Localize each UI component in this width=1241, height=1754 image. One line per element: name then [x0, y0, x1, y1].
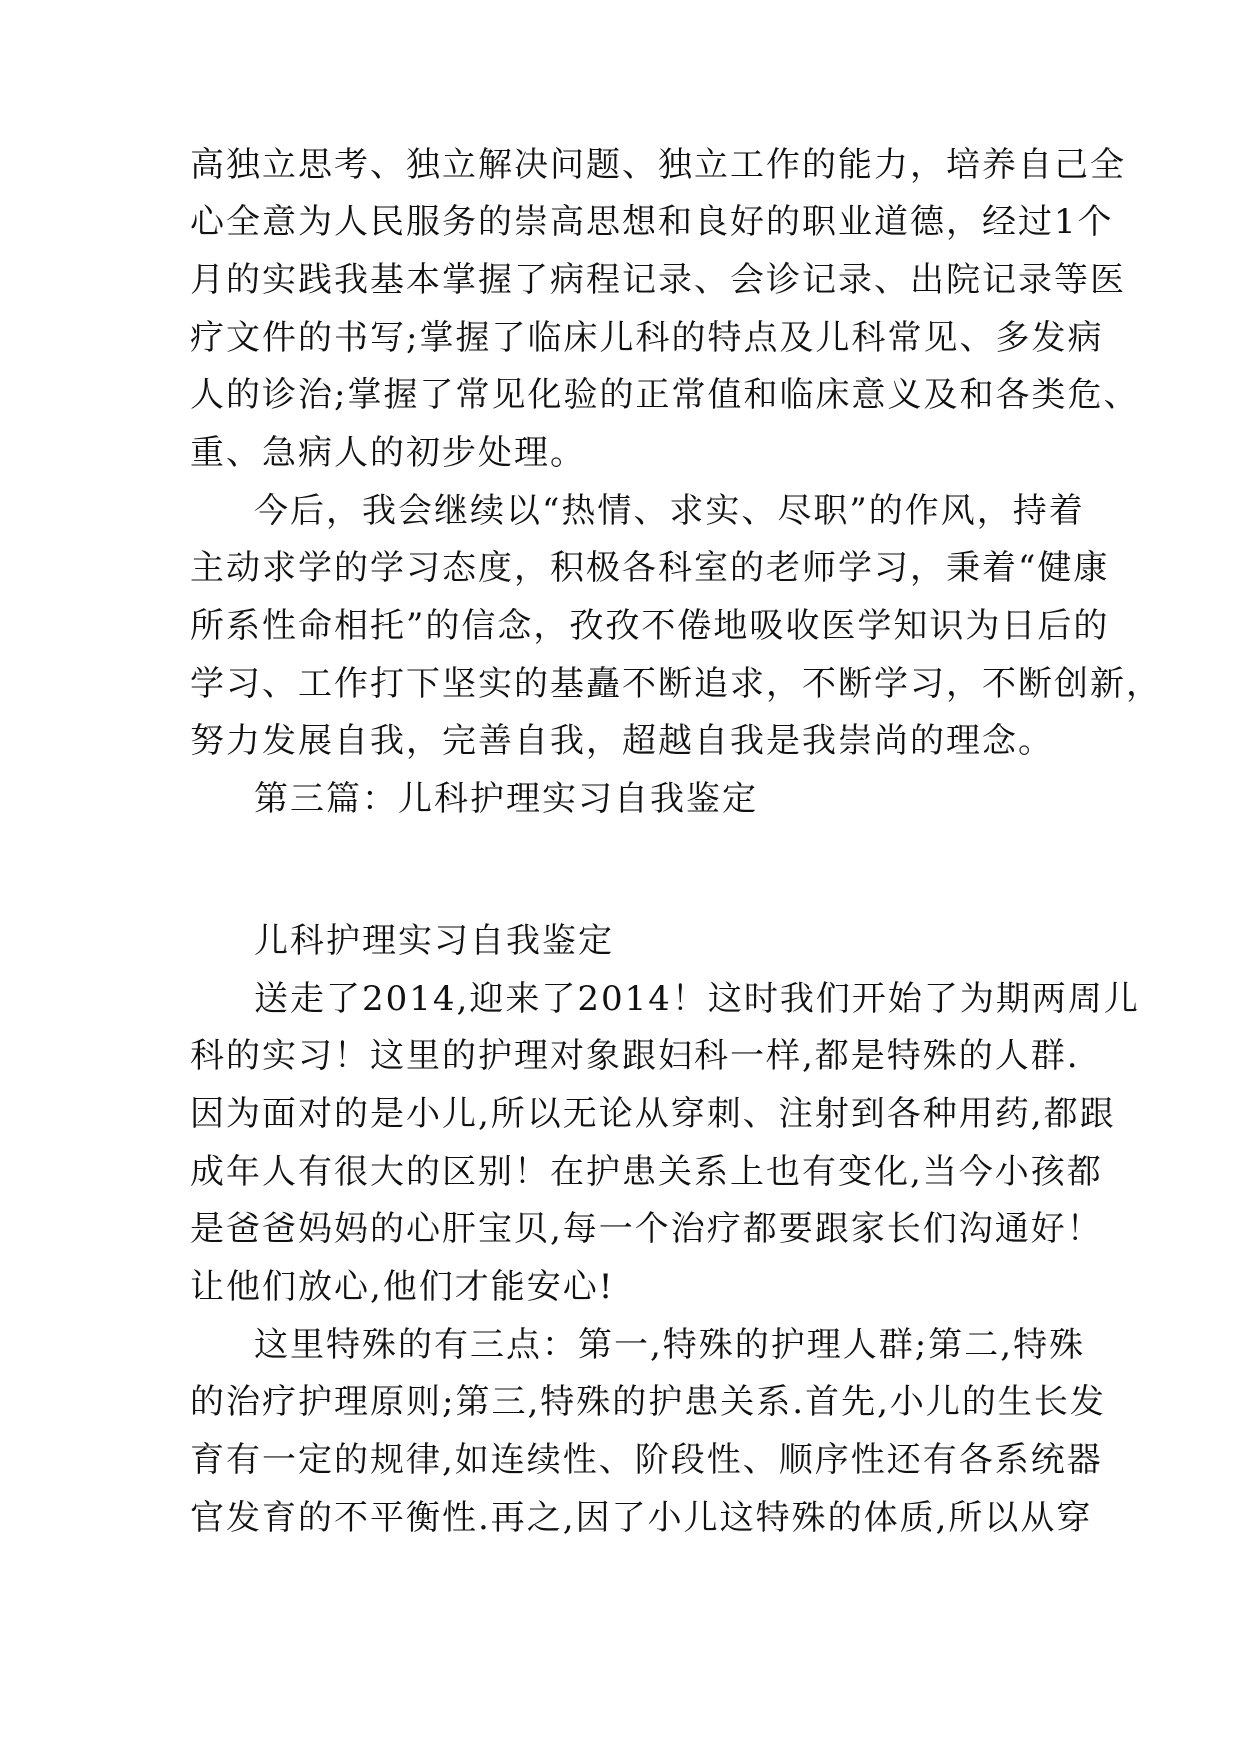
- text-line: 让他们放心,他们才能安心!: [190, 1267, 615, 1307]
- text-line: 高独立思考、独立解决问题、独立工作的能力，培养自己全: [190, 145, 1126, 185]
- article-title: 儿科护理实习自我鉴定: [254, 921, 614, 961]
- text-line: 人的诊治;掌握了常见化验的正常值和临床意义及和各类危、: [190, 375, 1140, 415]
- section-heading: 第三篇：儿科护理实习自我鉴定: [254, 779, 758, 819]
- text-line: 是爸爸妈妈的心肝宝贝,每一个治疗都要跟家长们沟通好！: [190, 1209, 1103, 1249]
- paragraph-first-line: 送走了2014,迎来了2014！这时我们开始了为期两周儿: [254, 979, 1140, 1019]
- text-line: 育有一定的规律,如连续性、阶段性、顺序性还有各系统器: [190, 1440, 1103, 1480]
- text-line: 努力发展自我，完善自我，超越自我是我崇尚的理念。: [190, 721, 1054, 761]
- paragraph-first-line: 今后，我会继续以“热情、求实、尽职”的作风，持着: [254, 491, 1085, 531]
- paragraph-first-line: 这里特殊的有三点：第一,特殊的护理人群;第二,特殊: [254, 1325, 1086, 1365]
- text-line: 主动求学的学习态度，积极各科室的老师学习，秉着“健康: [190, 548, 1110, 588]
- text-line: 重、急病人的初步处理。: [190, 433, 586, 473]
- text-line: 科的实习！这里的护理对象跟妇科一样,都是特殊的人群.: [190, 1036, 1080, 1076]
- text-line: 心全意为人民服务的崇高思想和良好的职业道德，经过1个: [190, 202, 1114, 242]
- text-line: 疗文件的书写;掌握了临床儿科的特点及儿科常见、多发病: [190, 318, 1104, 358]
- text-line: 的治疗护理原则;第三,特殊的护患关系.首先,小儿的生长发: [190, 1382, 1106, 1422]
- text-line: 成年人有很大的区别！在护患关系上也有变化,当今小孩都: [190, 1152, 1103, 1192]
- text-line: 因为面对的是小儿,所以无论从穿刺、注射到各种用药,都跟: [190, 1094, 1116, 1134]
- text-line: 官发育的不平衡性.再之,因了小儿这特殊的体质,所以从穿: [190, 1498, 1093, 1538]
- text-line: 所系性命相托”的信念，孜孜不倦地吸收医学知识为日后的: [190, 606, 1110, 646]
- text-line: 学习、工作打下坚实的基矗不断追求，不断学习，不断创新，: [190, 664, 1162, 704]
- text-line: 月的实践我基本掌握了病程记录、会诊记录、出院记录等医: [190, 260, 1126, 300]
